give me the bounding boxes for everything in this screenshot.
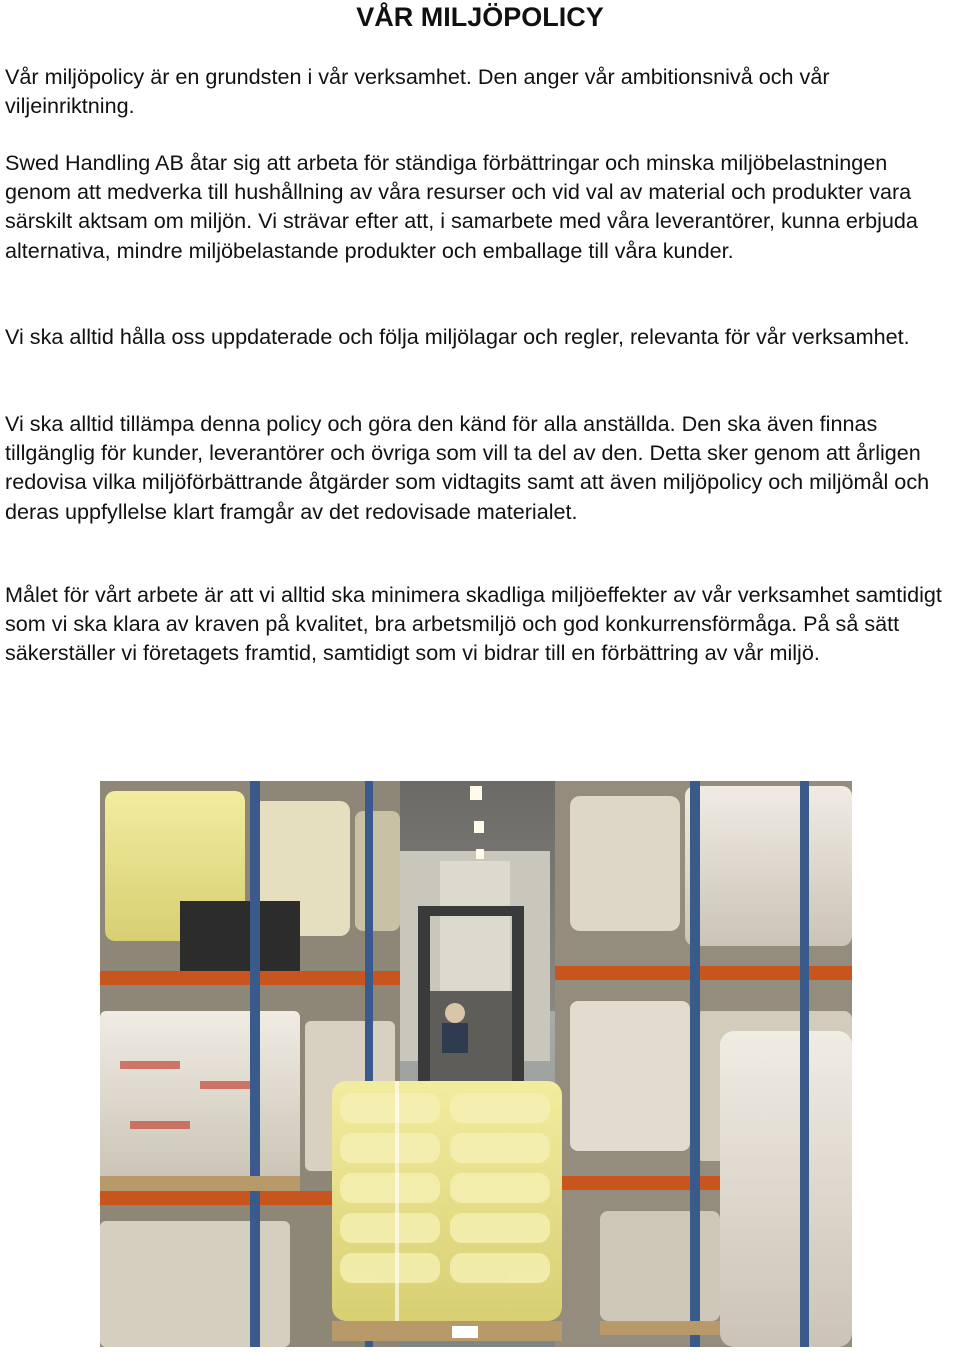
right-shelving <box>555 781 852 1347</box>
warehouse-photo <box>100 781 852 1347</box>
page-title: VÅR MILJÖPOLICY <box>356 2 604 32</box>
paragraph-application: Vi ska alltid tillämpa denna policy och göra den känd för alla anställda. Den ska även finnas tillgänglig för kunder, leverantörer och övriga som vill ta del av den. Detta sker genom att årligen redovisa vilka miljöförbättrande åtgärder som vidtagits samt att även miljöpolicy och miljömål och deras uppfyllelse klart framgår av det redovisade materialet. <box>5 411 930 524</box>
paragraph-intro: Vår miljöpolicy är en grundsten i vår verksamhet. Den anger vår ambitionsnivå och vår viljeinriktning. <box>5 64 830 119</box>
yellow-sack-pallet <box>332 1081 562 1341</box>
paragraph-regulations: Vi ska alltid hålla oss uppdaterade och följa miljölagar och regler, relevanta för vår verksamhet. <box>5 324 910 349</box>
paragraph-commitment: Swed Handling AB åtar sig att arbeta för ständiga förbättringar och minska miljöbelastningen genom att medverka till hushållning av våra resurser och vid val av material och produkter vara särskilt aktsam om miljön. Vi strävar efter att, i samarbete med våra leverantörer, kunna erbjuda alternativa, mindre miljöbelastande produkter och emballage till våra kunder. <box>5 150 918 263</box>
paragraph-goal: Målet för vårt arbete är att vi alltid ska minimera skadliga miljöeffekter av vår verksamhet samtidigt som vi ska klara av kraven på kvalitet, bra arbetsmiljö och god konkurrensförmåga. På så sätt säkerställer vi företagets framtid, samtidigt som vi bidrar till en förbättring av vår miljö. <box>5 582 942 666</box>
